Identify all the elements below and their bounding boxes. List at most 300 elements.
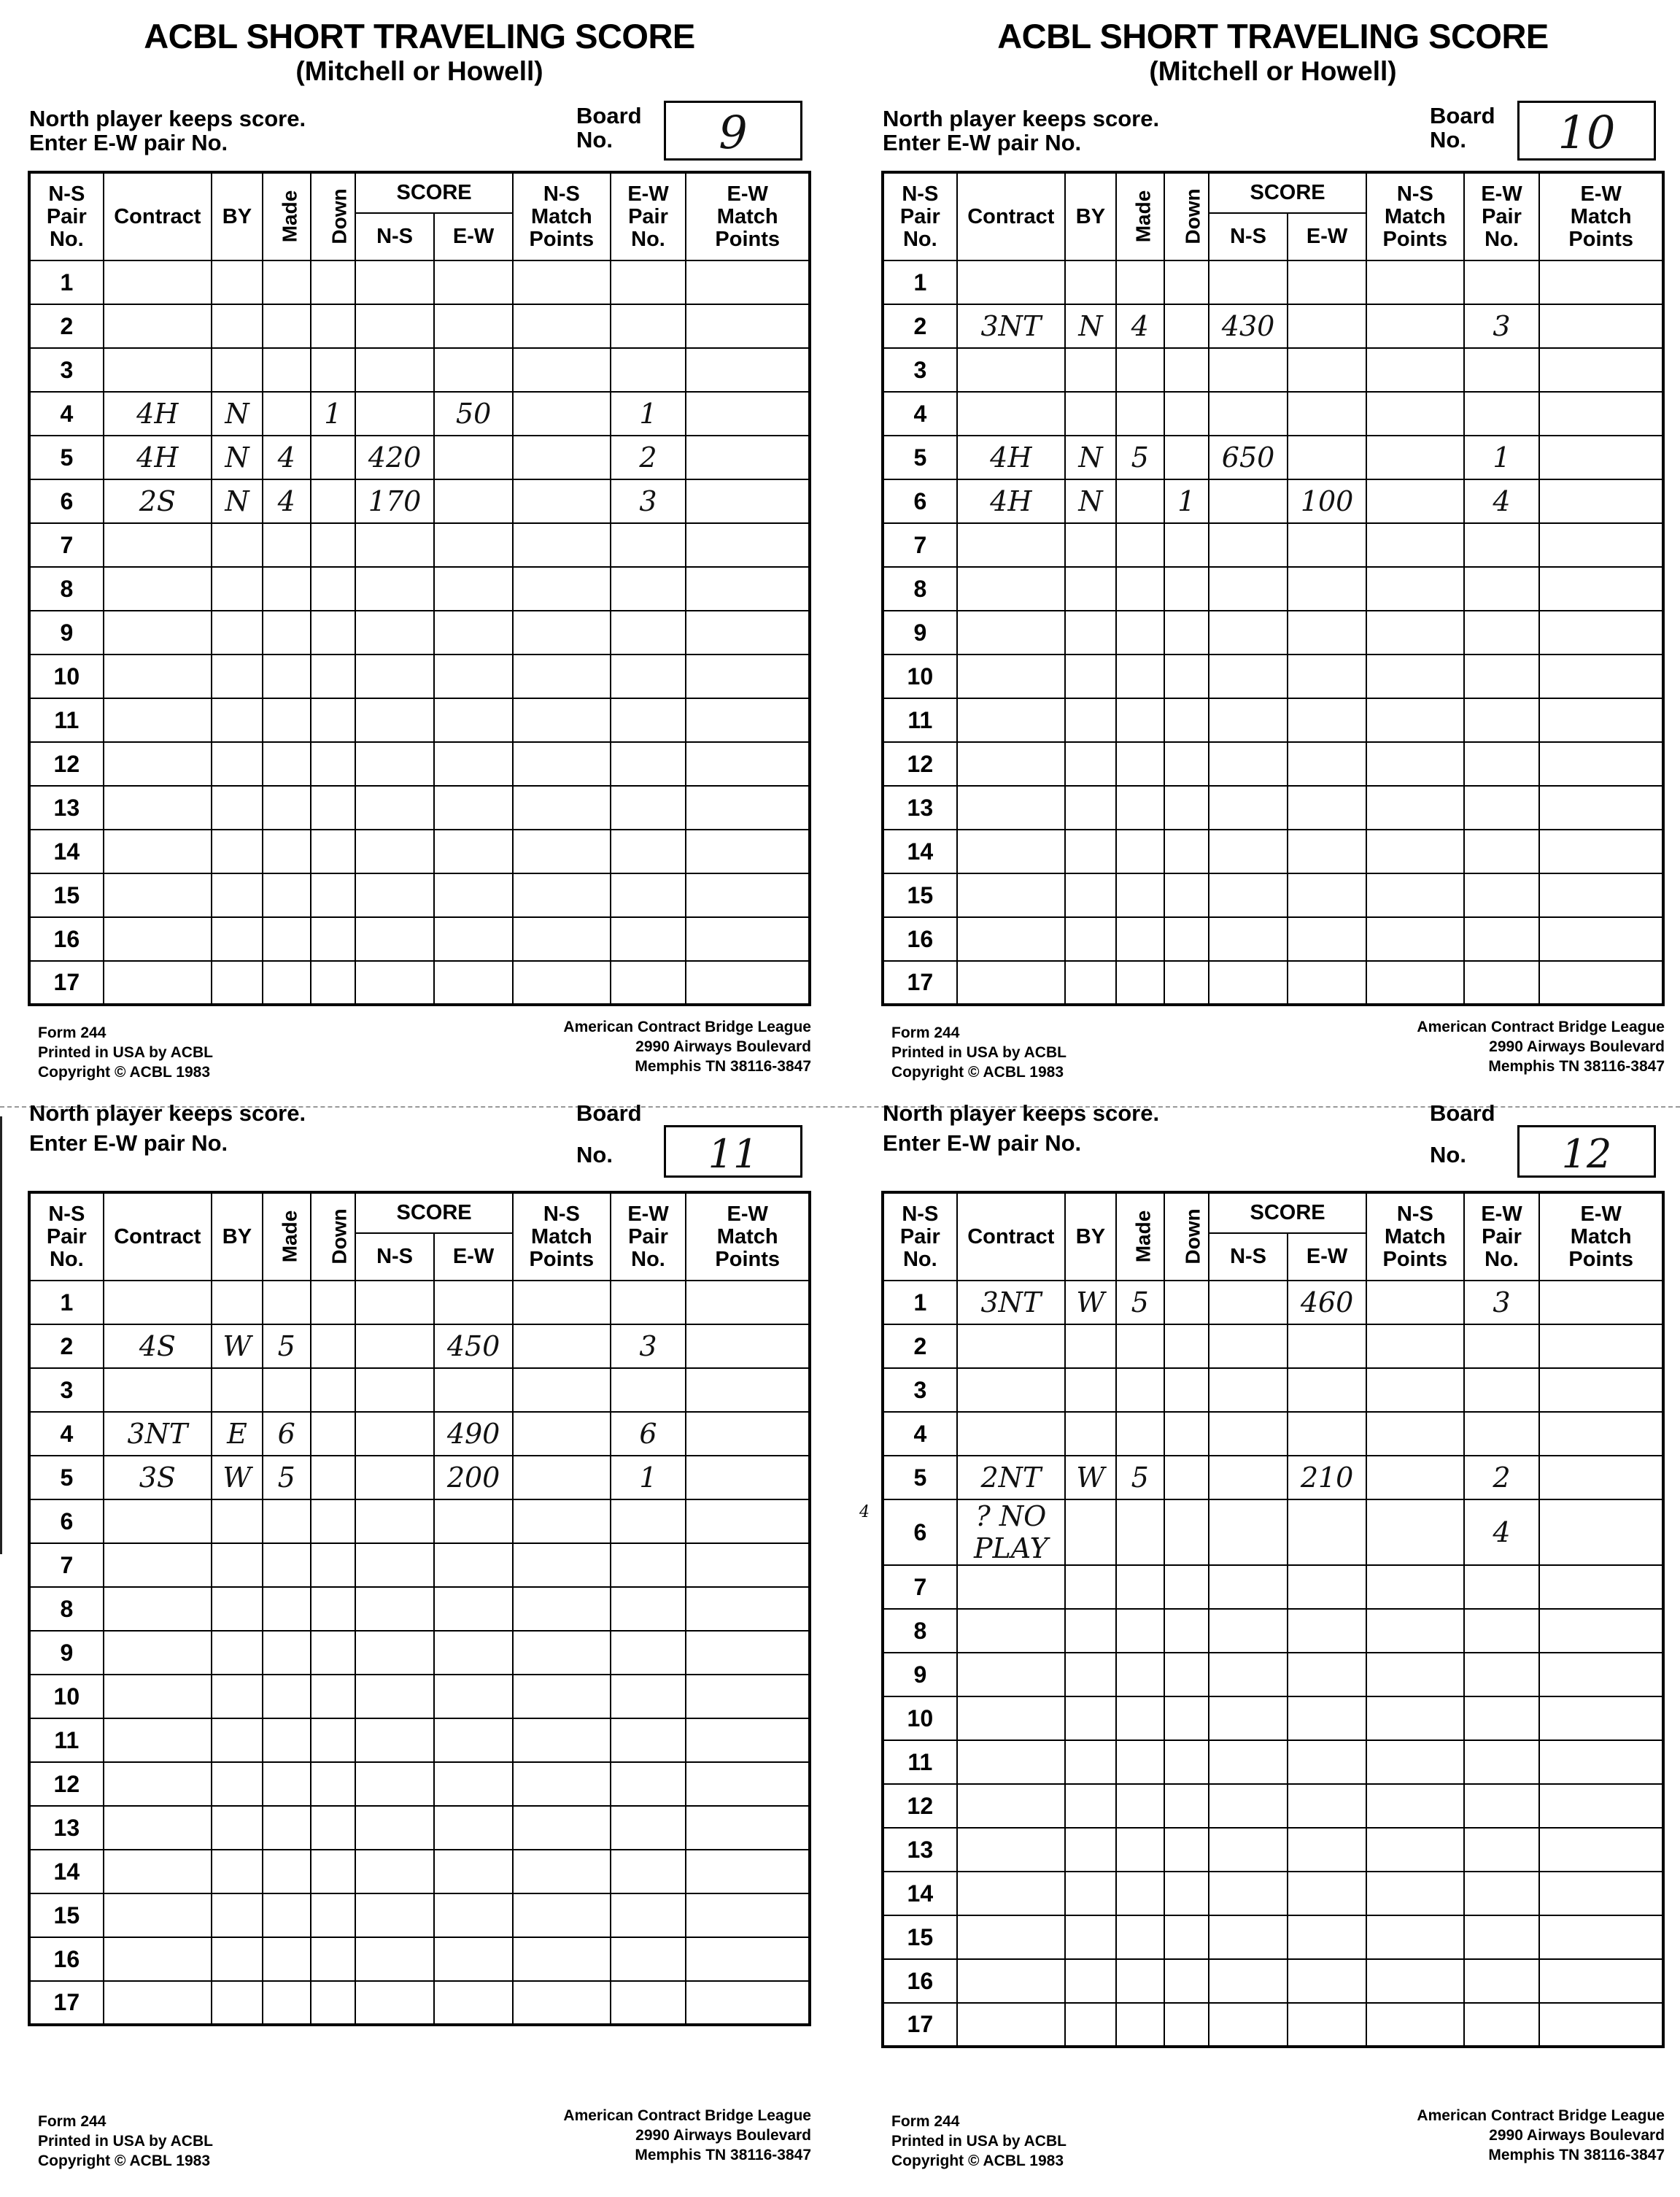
cell-ewmp[interactable] — [686, 1543, 810, 1587]
cell-by[interactable]: N — [1065, 479, 1116, 523]
cell-ewmp[interactable] — [1539, 436, 1663, 479]
cell-ew[interactable] — [1288, 830, 1366, 873]
cell-nsmp[interactable] — [513, 873, 610, 917]
cell-down[interactable] — [1164, 873, 1209, 917]
cell-ew[interactable] — [1288, 742, 1366, 786]
cell-made[interactable] — [263, 1850, 311, 1893]
cell-by[interactable]: N — [1065, 436, 1116, 479]
cell-ew[interactable] — [434, 523, 513, 567]
cell-ew[interactable] — [1288, 611, 1366, 655]
cell-by[interactable] — [1065, 1740, 1116, 1784]
cell-nsmp[interactable] — [1366, 1368, 1463, 1412]
cell-contract[interactable]: 4S — [104, 1324, 212, 1368]
cell-made[interactable]: 4 — [263, 436, 311, 479]
cell-made[interactable] — [1116, 742, 1164, 786]
cell-nsmp[interactable] — [513, 917, 610, 961]
cell-ewpair[interactable] — [611, 304, 686, 348]
cell-made[interactable] — [263, 1587, 311, 1631]
cell-ns[interactable] — [1209, 1959, 1288, 2003]
cell-contract[interactable] — [957, 1653, 1065, 1696]
cell-nsmp[interactable] — [1366, 567, 1463, 611]
cell-ns[interactable] — [1209, 1915, 1288, 1959]
cell-ewmp[interactable] — [1539, 1828, 1663, 1872]
cell-ns[interactable] — [1209, 523, 1288, 567]
cell-made[interactable] — [263, 830, 311, 873]
cell-ns[interactable] — [355, 260, 434, 304]
cell-by[interactable] — [1065, 1565, 1116, 1609]
cell-contract[interactable] — [957, 873, 1065, 917]
cell-made[interactable] — [263, 392, 311, 436]
cell-ew[interactable] — [1288, 304, 1366, 348]
cell-ns[interactable] — [355, 1543, 434, 1587]
cell-ns[interactable] — [1209, 1828, 1288, 1872]
cell-down[interactable] — [311, 1762, 355, 1806]
cell-ew[interactable] — [1288, 348, 1366, 392]
cell-nsmp[interactable] — [1366, 1696, 1463, 1740]
cell-ew[interactable] — [1288, 1368, 1366, 1412]
cell-by[interactable] — [1065, 917, 1116, 961]
cell-ew[interactable] — [434, 1850, 513, 1893]
cell-down[interactable] — [1164, 1281, 1209, 1324]
cell-nsmp[interactable] — [513, 1850, 610, 1893]
cell-ns[interactable] — [355, 1456, 434, 1499]
cell-contract[interactable] — [104, 1718, 212, 1762]
cell-ewmp[interactable] — [1539, 873, 1663, 917]
cell-nsmp[interactable] — [513, 1806, 610, 1850]
cell-ewmp[interactable] — [1539, 2003, 1663, 2047]
cell-by[interactable] — [1065, 2003, 1116, 2047]
cell-by[interactable] — [1065, 1784, 1116, 1828]
cell-ewmp[interactable] — [1539, 961, 1663, 1005]
cell-contract[interactable] — [104, 698, 212, 742]
cell-ewpair[interactable] — [611, 786, 686, 830]
cell-by[interactable] — [1065, 1872, 1116, 1915]
cell-down[interactable] — [1164, 917, 1209, 961]
cell-contract[interactable] — [957, 1828, 1065, 1872]
cell-down[interactable] — [311, 304, 355, 348]
cell-ewmp[interactable] — [1539, 917, 1663, 961]
cell-down[interactable] — [311, 1456, 355, 1499]
cell-ewmp[interactable] — [686, 1762, 810, 1806]
cell-contract[interactable] — [104, 1543, 212, 1587]
cell-contract[interactable] — [104, 1762, 212, 1806]
cell-ns[interactable] — [355, 1762, 434, 1806]
cell-ewpair[interactable] — [1464, 392, 1540, 436]
cell-nsmp[interactable] — [513, 742, 610, 786]
cell-down[interactable] — [1164, 698, 1209, 742]
cell-ewmp[interactable] — [686, 786, 810, 830]
cell-ns[interactable] — [1209, 1565, 1288, 1609]
cell-nsmp[interactable] — [513, 479, 610, 523]
cell-ewpair[interactable] — [1464, 1784, 1540, 1828]
cell-made[interactable]: 5 — [1116, 1281, 1164, 1324]
cell-contract[interactable] — [957, 786, 1065, 830]
board-number-box[interactable] — [664, 1125, 802, 1178]
cell-down[interactable] — [1164, 1653, 1209, 1696]
cell-contract[interactable] — [957, 523, 1065, 567]
cell-ns[interactable] — [1209, 1653, 1288, 1696]
cell-nsmp[interactable] — [513, 830, 610, 873]
cell-nsmp[interactable] — [1366, 786, 1463, 830]
cell-down[interactable] — [1164, 392, 1209, 436]
cell-down[interactable] — [311, 1893, 355, 1937]
cell-contract[interactable]: 4H — [957, 479, 1065, 523]
cell-contract[interactable] — [957, 961, 1065, 1005]
cell-ewpair[interactable] — [611, 260, 686, 304]
cell-contract[interactable]: 4H — [104, 436, 212, 479]
cell-ew[interactable] — [1288, 961, 1366, 1005]
cell-nsmp[interactable] — [1366, 1653, 1463, 1696]
cell-made[interactable]: 5 — [263, 1456, 311, 1499]
cell-ew[interactable] — [1288, 567, 1366, 611]
cell-ns[interactable] — [1209, 2003, 1288, 2047]
cell-ewmp[interactable] — [1539, 1281, 1663, 1324]
cell-nsmp[interactable] — [1366, 2003, 1463, 2047]
cell-by[interactable] — [1065, 742, 1116, 786]
cell-ewpair[interactable] — [611, 611, 686, 655]
cell-by[interactable] — [212, 611, 263, 655]
cell-down[interactable] — [311, 1543, 355, 1587]
cell-ewpair[interactable] — [1464, 523, 1540, 567]
cell-down[interactable] — [1164, 1740, 1209, 1784]
cell-ew[interactable] — [1288, 1872, 1366, 1915]
cell-ewmp[interactable] — [686, 567, 810, 611]
cell-down[interactable] — [311, 1981, 355, 2025]
cell-made[interactable] — [1116, 348, 1164, 392]
cell-ew[interactable] — [1288, 1609, 1366, 1653]
cell-ewpair[interactable]: 1 — [611, 1456, 686, 1499]
cell-by[interactable] — [1065, 1324, 1116, 1368]
cell-ewpair[interactable]: 4 — [1464, 1499, 1540, 1565]
cell-ewpair[interactable] — [1464, 961, 1540, 1005]
cell-ewmp[interactable] — [1539, 1499, 1663, 1565]
cell-nsmp[interactable] — [513, 655, 610, 698]
cell-ewmp[interactable] — [686, 611, 810, 655]
cell-nsmp[interactable] — [513, 1675, 610, 1718]
cell-made[interactable] — [263, 1631, 311, 1675]
cell-nsmp[interactable] — [1366, 1959, 1463, 2003]
cell-nsmp[interactable] — [513, 1368, 610, 1412]
cell-ew[interactable] — [434, 1281, 513, 1324]
cell-ewpair[interactable] — [611, 1981, 686, 2025]
cell-down[interactable] — [311, 873, 355, 917]
cell-ew[interactable] — [1288, 1565, 1366, 1609]
cell-ns[interactable] — [1209, 655, 1288, 698]
cell-ns[interactable] — [1209, 567, 1288, 611]
cell-ewpair[interactable] — [1464, 1915, 1540, 1959]
cell-contract[interactable] — [957, 567, 1065, 611]
cell-ew[interactable] — [1288, 523, 1366, 567]
cell-ewpair[interactable] — [1464, 1872, 1540, 1915]
cell-nsmp[interactable] — [1366, 523, 1463, 567]
cell-by[interactable] — [1065, 1959, 1116, 2003]
cell-nsmp[interactable] — [1366, 1828, 1463, 1872]
cell-contract[interactable] — [104, 655, 212, 698]
cell-made[interactable] — [263, 304, 311, 348]
cell-nsmp[interactable] — [513, 304, 610, 348]
cell-ewpair[interactable] — [611, 1281, 686, 1324]
cell-ew[interactable] — [434, 1631, 513, 1675]
cell-ewmp[interactable] — [686, 655, 810, 698]
cell-nsmp[interactable] — [1366, 479, 1463, 523]
cell-made[interactable] — [1116, 1412, 1164, 1456]
cell-nsmp[interactable] — [513, 567, 610, 611]
cell-contract[interactable] — [104, 830, 212, 873]
cell-by[interactable]: W — [212, 1456, 263, 1499]
cell-contract[interactable] — [957, 655, 1065, 698]
cell-ns[interactable] — [1209, 392, 1288, 436]
cell-down[interactable] — [1164, 1959, 1209, 2003]
cell-made[interactable] — [263, 1675, 311, 1718]
cell-ew[interactable] — [1288, 436, 1366, 479]
cell-nsmp[interactable] — [513, 436, 610, 479]
cell-by[interactable] — [212, 1806, 263, 1850]
cell-ewpair[interactable] — [611, 1893, 686, 1937]
cell-made[interactable] — [1116, 1872, 1164, 1915]
cell-made[interactable] — [1116, 917, 1164, 961]
cell-by[interactable] — [1065, 1828, 1116, 1872]
cell-nsmp[interactable] — [1366, 655, 1463, 698]
cell-nsmp[interactable] — [513, 611, 610, 655]
cell-contract[interactable] — [957, 1740, 1065, 1784]
cell-by[interactable] — [212, 1850, 263, 1893]
cell-down[interactable] — [1164, 567, 1209, 611]
cell-ns[interactable] — [1209, 611, 1288, 655]
cell-contract[interactable] — [104, 1981, 212, 2025]
cell-ew[interactable] — [1288, 2003, 1366, 2047]
cell-ew[interactable] — [434, 917, 513, 961]
cell-made[interactable] — [1116, 1609, 1164, 1653]
cell-contract[interactable] — [104, 1806, 212, 1850]
cell-nsmp[interactable] — [1366, 961, 1463, 1005]
cell-ewmp[interactable] — [686, 1893, 810, 1937]
cell-by[interactable] — [212, 260, 263, 304]
cell-ns[interactable] — [355, 1806, 434, 1850]
cell-ewpair[interactable]: 4 — [1464, 479, 1540, 523]
cell-ew[interactable] — [1288, 1915, 1366, 1959]
cell-by[interactable] — [1065, 1696, 1116, 1740]
cell-ns[interactable] — [1209, 742, 1288, 786]
cell-ewmp[interactable] — [1539, 655, 1663, 698]
cell-nsmp[interactable] — [1366, 1324, 1463, 1368]
cell-ewmp[interactable] — [686, 436, 810, 479]
cell-contract[interactable] — [957, 260, 1065, 304]
cell-by[interactable] — [1065, 830, 1116, 873]
cell-by[interactable] — [212, 961, 263, 1005]
cell-down[interactable] — [1164, 348, 1209, 392]
cell-contract[interactable] — [104, 1587, 212, 1631]
cell-made[interactable] — [263, 567, 311, 611]
cell-ewmp[interactable] — [686, 523, 810, 567]
cell-ewpair[interactable] — [611, 1587, 686, 1631]
cell-ns[interactable] — [355, 786, 434, 830]
cell-ew[interactable] — [434, 1762, 513, 1806]
cell-made[interactable]: 5 — [1116, 1456, 1164, 1499]
cell-made[interactable] — [1116, 873, 1164, 917]
cell-ewmp[interactable] — [1539, 786, 1663, 830]
cell-by[interactable] — [212, 523, 263, 567]
cell-down[interactable] — [311, 655, 355, 698]
cell-made[interactable] — [263, 611, 311, 655]
cell-down[interactable] — [1164, 611, 1209, 655]
cell-down[interactable] — [1164, 436, 1209, 479]
cell-down[interactable] — [1164, 1915, 1209, 1959]
cell-by[interactable] — [212, 1499, 263, 1543]
cell-down[interactable] — [1164, 1696, 1209, 1740]
cell-ewpair[interactable] — [1464, 348, 1540, 392]
cell-ew[interactable] — [1288, 1828, 1366, 1872]
cell-ew[interactable] — [434, 1368, 513, 1412]
cell-down[interactable] — [1164, 1412, 1209, 1456]
cell-contract[interactable] — [957, 1959, 1065, 2003]
cell-contract[interactable] — [104, 523, 212, 567]
cell-contract[interactable]: 3NT — [104, 1412, 212, 1456]
cell-ew[interactable] — [1288, 1784, 1366, 1828]
cell-nsmp[interactable] — [513, 1499, 610, 1543]
cell-made[interactable] — [263, 523, 311, 567]
cell-ewmp[interactable] — [1539, 523, 1663, 567]
cell-down[interactable] — [1164, 961, 1209, 1005]
cell-ewpair[interactable] — [1464, 1565, 1540, 1609]
cell-made[interactable] — [1116, 1740, 1164, 1784]
cell-ew[interactable] — [434, 1587, 513, 1631]
cell-ns[interactable] — [1209, 1609, 1288, 1653]
cell-contract[interactable]: 2S — [104, 479, 212, 523]
cell-by[interactable] — [1065, 873, 1116, 917]
cell-ew[interactable] — [1288, 1696, 1366, 1740]
cell-down[interactable] — [311, 479, 355, 523]
cell-made[interactable] — [1116, 611, 1164, 655]
cell-contract[interactable] — [104, 1631, 212, 1675]
cell-ns[interactable] — [1209, 1696, 1288, 1740]
cell-ewmp[interactable] — [1539, 698, 1663, 742]
cell-ns[interactable] — [355, 523, 434, 567]
cell-nsmp[interactable] — [1366, 1609, 1463, 1653]
cell-ewmp[interactable] — [686, 1718, 810, 1762]
cell-ns[interactable]: 170 — [355, 479, 434, 523]
cell-down[interactable] — [311, 961, 355, 1005]
cell-ewpair[interactable] — [1464, 1828, 1540, 1872]
cell-ew[interactable] — [434, 1499, 513, 1543]
cell-contract[interactable] — [104, 304, 212, 348]
cell-contract[interactable]: 3NT — [957, 1281, 1065, 1324]
cell-ewmp[interactable] — [1539, 1456, 1663, 1499]
cell-ewpair[interactable] — [1464, 1324, 1540, 1368]
cell-by[interactable] — [212, 1981, 263, 2025]
cell-ns[interactable] — [1209, 961, 1288, 1005]
cell-contract[interactable] — [104, 1850, 212, 1893]
cell-ewpair[interactable] — [611, 873, 686, 917]
cell-ewmp[interactable] — [1539, 1565, 1663, 1609]
cell-made[interactable] — [263, 1718, 311, 1762]
cell-contract[interactable] — [957, 917, 1065, 961]
cell-nsmp[interactable] — [513, 1981, 610, 2025]
cell-ew[interactable] — [434, 304, 513, 348]
cell-ns[interactable] — [355, 611, 434, 655]
cell-nsmp[interactable] — [1366, 348, 1463, 392]
cell-ns[interactable] — [1209, 1872, 1288, 1915]
cell-ewpair[interactable] — [1464, 260, 1540, 304]
cell-ewpair[interactable] — [1464, 830, 1540, 873]
cell-down[interactable] — [311, 786, 355, 830]
cell-down[interactable] — [311, 348, 355, 392]
cell-ns[interactable] — [355, 392, 434, 436]
cell-made[interactable] — [1116, 1696, 1164, 1740]
cell-by[interactable] — [212, 698, 263, 742]
cell-made[interactable] — [263, 1806, 311, 1850]
cell-down[interactable] — [311, 567, 355, 611]
cell-ns[interactable] — [355, 1631, 434, 1675]
cell-contract[interactable] — [957, 1696, 1065, 1740]
cell-ewmp[interactable] — [1539, 1872, 1663, 1915]
cell-ewpair[interactable] — [611, 1631, 686, 1675]
cell-ewmp[interactable] — [686, 698, 810, 742]
cell-ewmp[interactable] — [686, 260, 810, 304]
cell-down[interactable] — [1164, 1368, 1209, 1412]
cell-by[interactable] — [212, 1937, 263, 1981]
cell-ns[interactable] — [355, 1499, 434, 1543]
cell-ewpair[interactable]: 3 — [1464, 304, 1540, 348]
cell-contract[interactable] — [957, 611, 1065, 655]
cell-ew[interactable]: 200 — [434, 1456, 513, 1499]
cell-ns[interactable] — [355, 873, 434, 917]
cell-ewpair[interactable] — [1464, 1653, 1540, 1696]
cell-ew[interactable] — [1288, 1324, 1366, 1368]
cell-made[interactable] — [1116, 1368, 1164, 1412]
cell-made[interactable] — [1116, 567, 1164, 611]
cell-ew[interactable]: 450 — [434, 1324, 513, 1368]
cell-nsmp[interactable] — [513, 1543, 610, 1587]
cell-by[interactable]: N — [212, 479, 263, 523]
cell-by[interactable] — [212, 1631, 263, 1675]
cell-made[interactable] — [1116, 830, 1164, 873]
cell-ewpair[interactable] — [611, 567, 686, 611]
cell-nsmp[interactable] — [1366, 1872, 1463, 1915]
cell-ewmp[interactable] — [686, 1587, 810, 1631]
cell-made[interactable] — [263, 1981, 311, 2025]
cell-ewmp[interactable] — [686, 873, 810, 917]
cell-ewpair[interactable]: 2 — [1464, 1456, 1540, 1499]
cell-nsmp[interactable] — [1366, 1456, 1463, 1499]
cell-by[interactable] — [212, 304, 263, 348]
cell-ew[interactable] — [434, 961, 513, 1005]
cell-ns[interactable] — [355, 1893, 434, 1937]
cell-ewpair[interactable]: 1 — [611, 392, 686, 436]
cell-down[interactable] — [311, 917, 355, 961]
cell-ewmp[interactable] — [686, 917, 810, 961]
cell-made[interactable] — [263, 873, 311, 917]
cell-ewmp[interactable] — [1539, 1915, 1663, 1959]
cell-ewmp[interactable] — [1539, 1412, 1663, 1456]
cell-nsmp[interactable] — [1366, 260, 1463, 304]
cell-by[interactable] — [1065, 1412, 1116, 1456]
cell-nsmp[interactable] — [513, 392, 610, 436]
cell-nsmp[interactable] — [1366, 1499, 1463, 1565]
board-number-box[interactable] — [1517, 101, 1656, 161]
cell-ewpair[interactable]: 1 — [1464, 436, 1540, 479]
cell-made[interactable] — [263, 917, 311, 961]
cell-made[interactable] — [263, 655, 311, 698]
cell-nsmp[interactable] — [1366, 830, 1463, 873]
cell-ns[interactable] — [1209, 1784, 1288, 1828]
cell-ns[interactable] — [1209, 348, 1288, 392]
cell-down[interactable] — [1164, 786, 1209, 830]
cell-down[interactable] — [311, 436, 355, 479]
cell-made[interactable] — [1116, 1915, 1164, 1959]
cell-contract[interactable] — [104, 260, 212, 304]
cell-down[interactable] — [311, 698, 355, 742]
cell-ewpair[interactable] — [1464, 1696, 1540, 1740]
